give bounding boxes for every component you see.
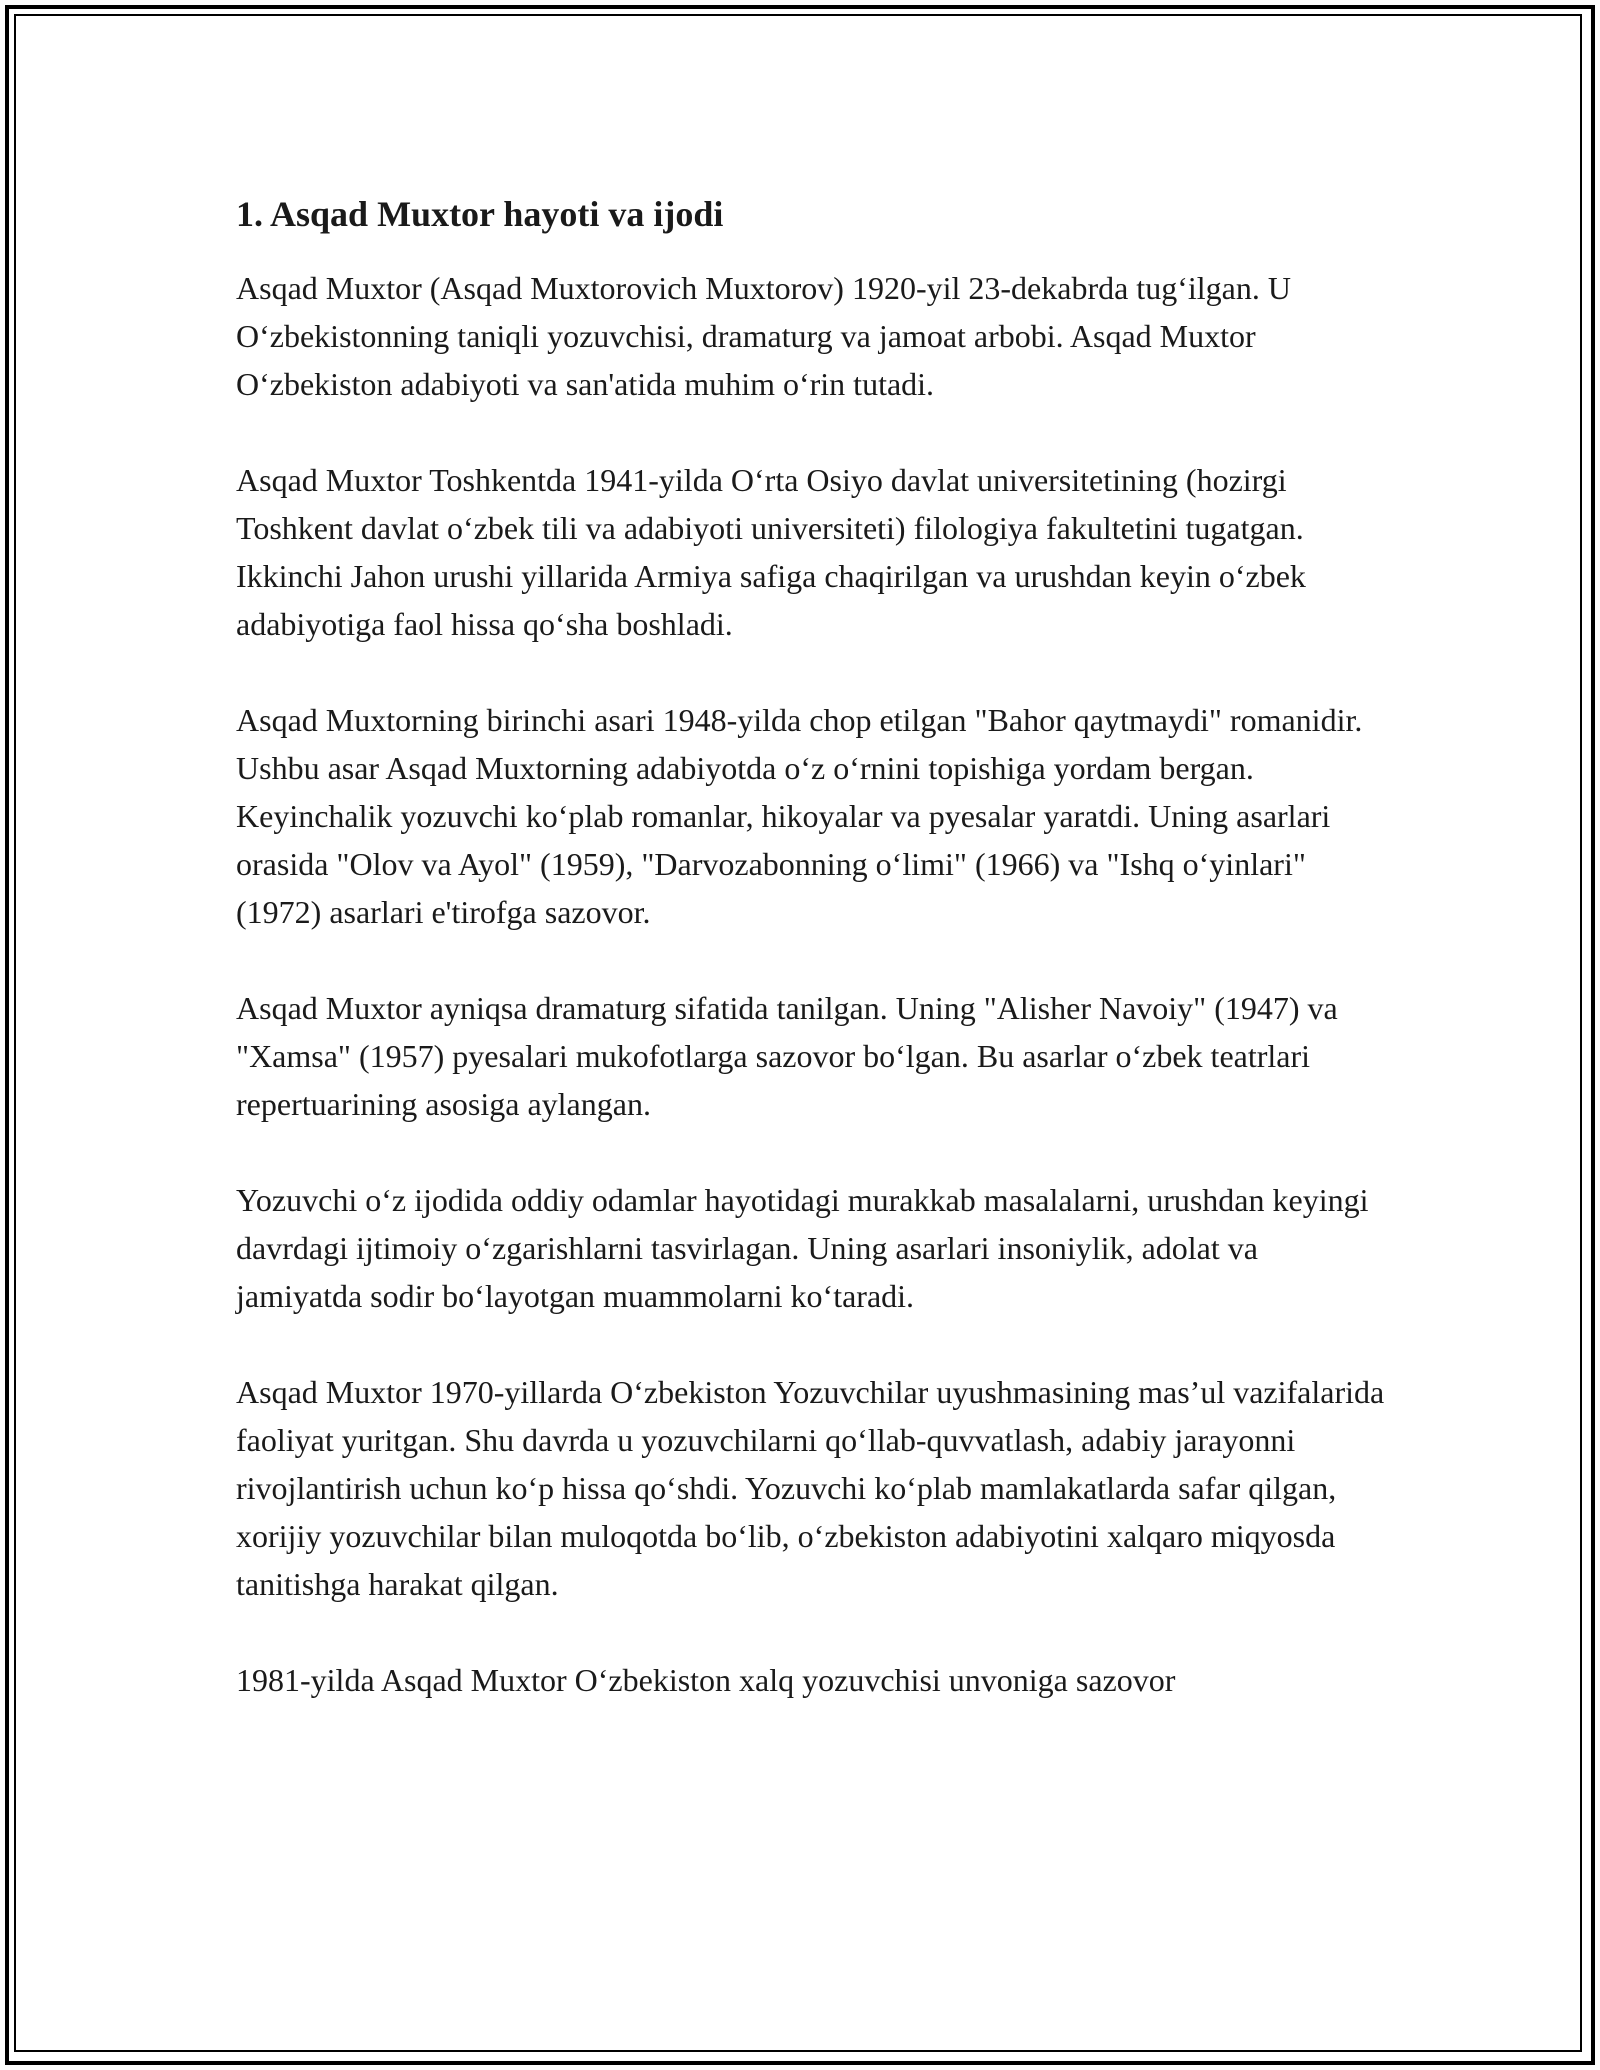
paragraph-birth: Asqad Muxtor (Asqad Muxtorovich Muxtorov) 1920-yil 23-dekabrda tug‘ilgan. U O‘zbekistonning taniqli yozuvchisi, dramaturg va jamoat arbobi. Asqad Muxtor O‘zbekiston adabiyoti va san'atida muhim o‘rin tutadi. — [236, 270, 1291, 402]
paragraph-themes: Yozuvchi o‘z ijodida oddiy odamlar hayotidagi murakkab masalalarni, urushdan keyingi davrdagi ijtimoiy o‘zgarishlarni tasvirlagan. Uning asarlari insoniylik, adolat va jamiyatda sodir bo‘layotgan muammolarni ko‘taradi. — [236, 1182, 1369, 1314]
paragraph-novels: Asqad Muxtorning birinchi asari 1948-yilda chop etilgan "Bahor qaytmaydi" romanidir. Ushbu asar Asqad Muxtorning adabiyotda o‘z o‘rnini topishiga yordam bergan. Keyinchalik yozuvchi ko‘plab romanlar, hikoyalar va pyesalar yaratdi. Uning asarlari orasida "Olov va Ayol" (1959), "Darvozabonning o‘limi" (1966) va "Ishq o‘yinlari" (1972) asarlari e'tirofga sazovor. — [236, 702, 1363, 930]
paragraph-dramaturgy: Asqad Muxtor ayniqsa dramaturg sifatida tanilgan. Uning "Alisher Navoiy" (1947) va "Xamsa" (1957) pyesalari mukofotlarga sazovor bo‘lgan. Bu asarlar o‘zbek teatrlari repertuarining asosiga aylangan. — [236, 990, 1338, 1122]
paragraph-award: 1981-yilda Asqad Muxtor O‘zbekiston xalq yozuvchisi unvoniga sazovor — [236, 1662, 1176, 1698]
section-heading: 1. Asqad Muxtor hayoti va ijodi — [236, 194, 724, 234]
document-body — [236, 188, 1386, 1752]
paragraph-education: Asqad Muxtor Toshkentda 1941-yilda O‘rta Osiyo davlat universitetining (hozirgi Toshkent davlat o‘zbek tili va adabiyoti universiteti) filologiya fakultetini tugatgan. Ikkinchi Jahon urushi yillarida Armiya safiga chaqirilgan va urushdan keyin o‘zbek adabiyotiga faol hissa qo‘sha boshladi. — [236, 462, 1306, 642]
paragraph-union-work: Asqad Muxtor 1970-yillarda O‘zbekiston Yozuvchilar uyushmasining mas’ul vazifalarida faoliyat yuritgan. Shu davrda u yozuvchilarni qo‘llab-quvvatlash, adabiy jarayonni rivojlantirish uchun ko‘p hissa qo‘shdi. Yozuvchi ko‘plab mamlakatlarda safar qilgan, xorijiy yozuvchilar bilan muloqotda bo‘lib, o‘zbekiston adabiyotini xalqaro miqyosda tanitishga harakat qilgan. — [236, 1374, 1385, 1602]
